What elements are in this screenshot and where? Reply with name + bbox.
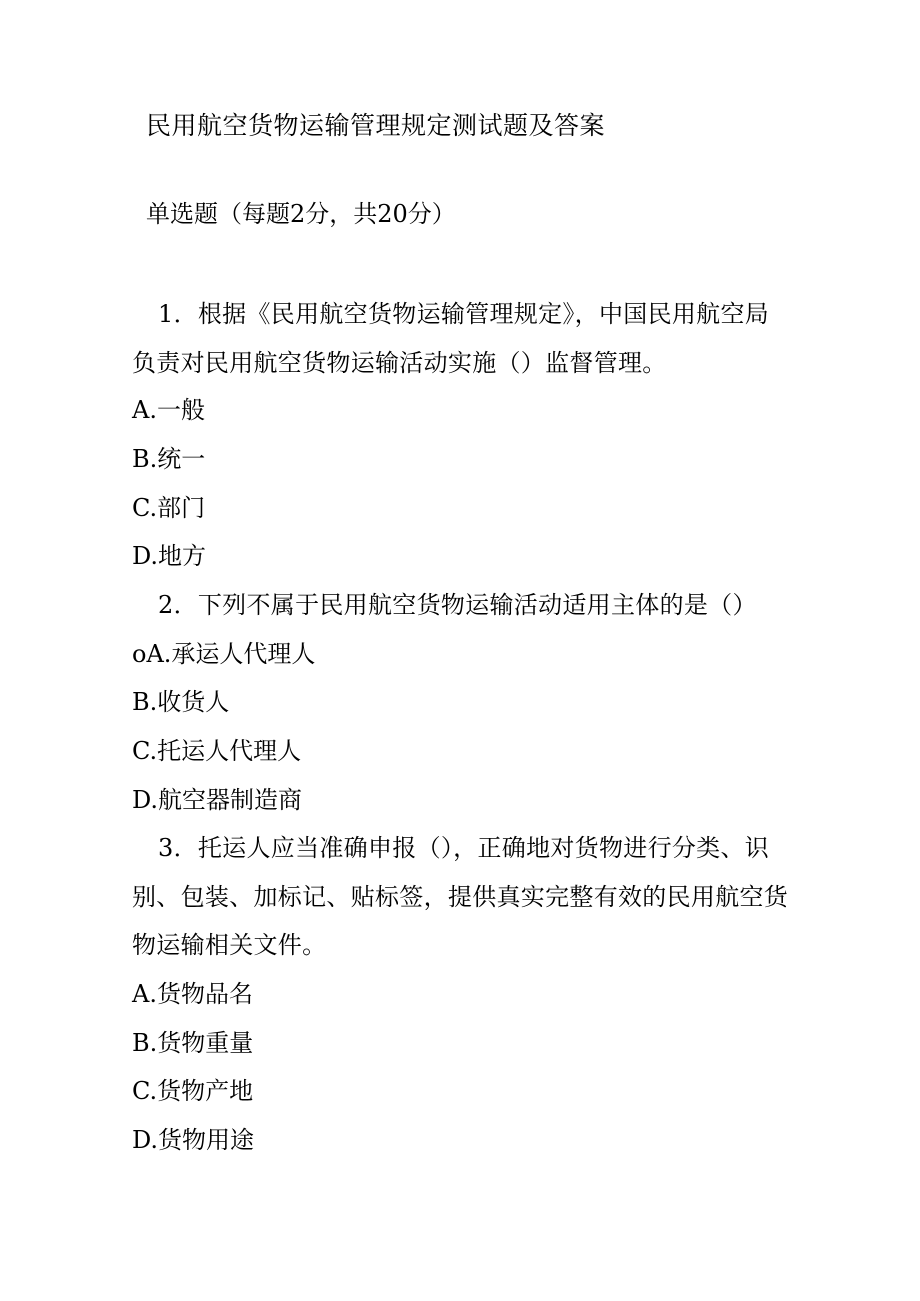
- question-2-option-d: D.航空器制造商: [132, 786, 303, 814]
- question-3-option-a: A.货物品名: [132, 980, 253, 1008]
- question-1-line-1: 1．根据《民用航空货物运输管理规定》，中国民用航空局: [158, 300, 770, 328]
- question-2-option-c: C.托运人代理人: [132, 737, 302, 765]
- question-3-line-3: 物运输相关文件。: [132, 931, 327, 959]
- question-1-option-c: C.部门: [132, 494, 206, 522]
- question-2-option-a: oA.承运人代理人: [132, 640, 316, 668]
- question-2-option-b: B.收货人: [132, 688, 230, 716]
- question-1-option-a: A.一般: [132, 396, 205, 424]
- question-3-line-2: 别、包装、加标记、贴标签，提供真实完整有效的民用航空货: [132, 883, 789, 911]
- document-title: 民用航空货物运输管理规定测试题及答案: [146, 111, 606, 140]
- question-1-option-d: D.地方: [132, 542, 207, 570]
- section-header: 单选题（每题2分，共20分）: [146, 200, 456, 228]
- question-3-line-1: 3．托运人应当准确申报（），正确地对货物进行分类、识: [158, 834, 770, 862]
- question-1-option-b: B.统一: [132, 445, 206, 473]
- question-3-option-b: B.货物重量: [132, 1029, 254, 1057]
- question-3-option-d: D.货物用途: [132, 1126, 255, 1154]
- question-3-option-c: C.货物产地: [132, 1077, 254, 1105]
- question-1-line-2: 负责对民用航空货物运输活动实施（）监督管理。: [132, 349, 667, 377]
- question-2-line-1: 2．下列不属于民用航空货物运输活动适用主体的是（）: [158, 591, 757, 619]
